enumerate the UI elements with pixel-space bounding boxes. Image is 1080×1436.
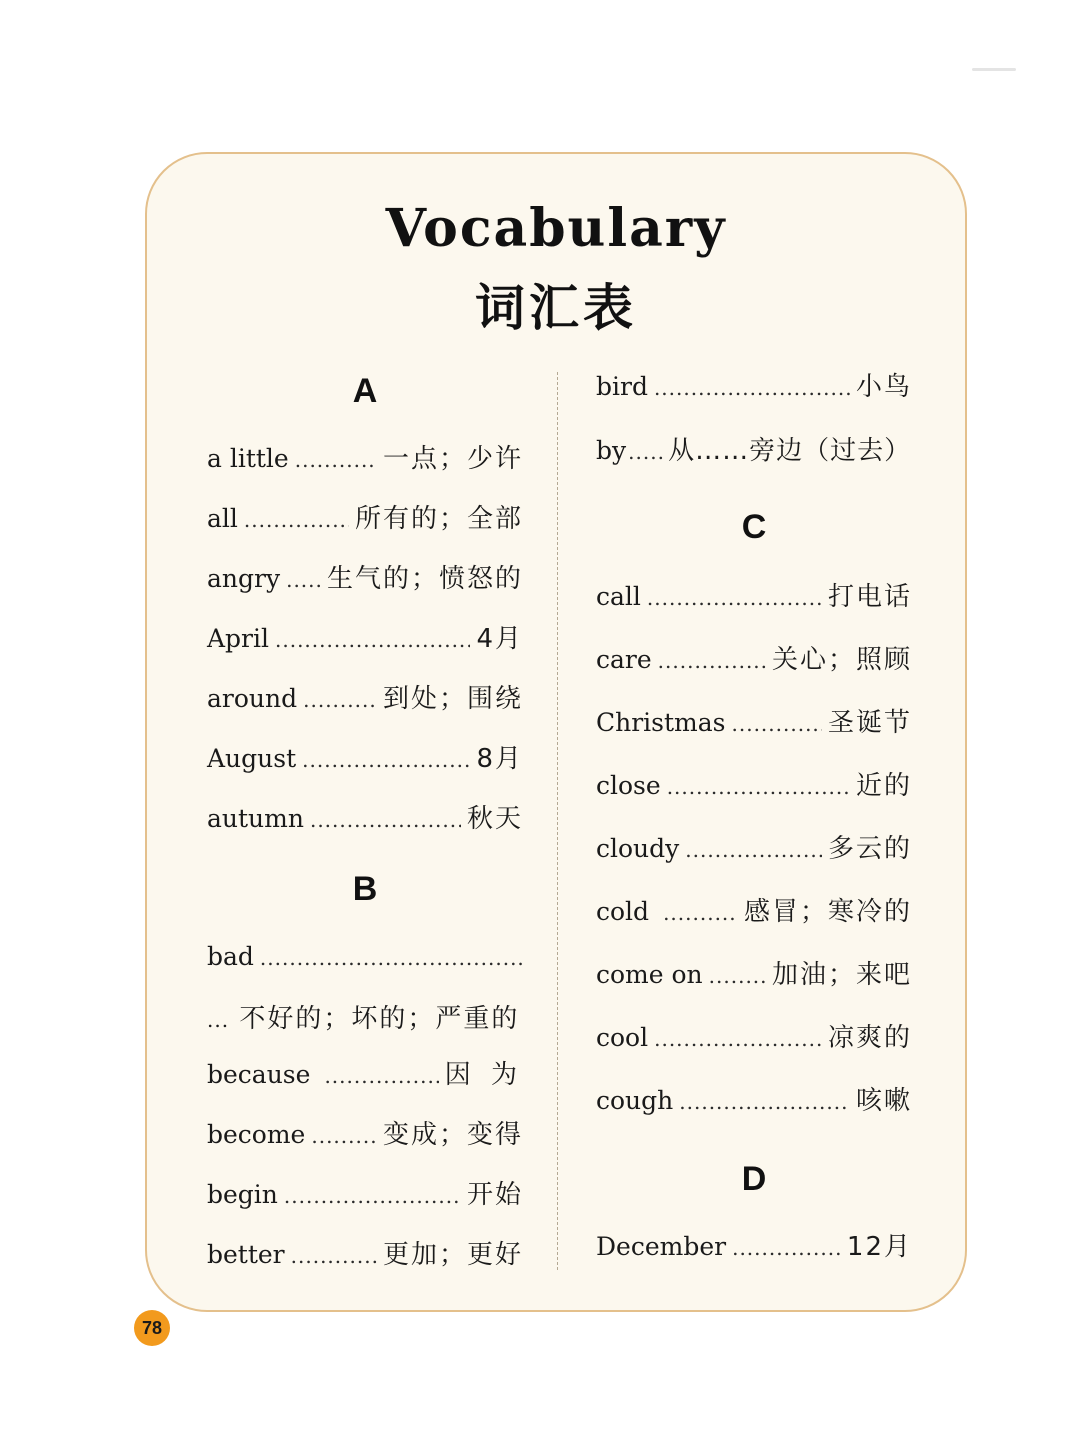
entry-word: call [596, 582, 641, 611]
entry-word: angry [207, 564, 281, 593]
entry-meaning: 打电话 [827, 582, 912, 612]
vocab-entry [596, 1025, 912, 1051]
vocab-entry [207, 1062, 523, 1088]
entry-word: all [207, 504, 238, 533]
vocab-entry [207, 806, 523, 832]
section-letter-c: C [741, 508, 767, 546]
vocabulary-card [145, 152, 967, 1312]
vocab-entry [596, 1234, 912, 1260]
entry-meaning: 圣诞节 [827, 708, 912, 738]
leader-dots [628, 442, 666, 462]
vocab-entry [596, 647, 912, 673]
column-divider [557, 372, 558, 1270]
entry-meaning: 凉爽的 [827, 1023, 912, 1053]
entry-word: April [207, 624, 269, 653]
section-letter-d: D [741, 1160, 767, 1198]
vocab-entry [596, 836, 912, 862]
section-letter-b: B [352, 870, 378, 908]
entry-meaning: 生气的；愤怒的 [326, 564, 523, 594]
entry-meaning: 不好的；坏的；严重的 [239, 1004, 520, 1034]
entry-word: cool [596, 1023, 649, 1052]
leader-dots [284, 1186, 461, 1206]
leader-dots [647, 588, 822, 608]
leader-dots [275, 630, 470, 650]
leader-dots [244, 510, 349, 530]
vocab-entry [207, 746, 523, 772]
entry-meaning: 8月 [476, 744, 523, 774]
entry-meaning: 所有的；全部 [354, 504, 523, 534]
entry-word: cold [596, 897, 650, 926]
page-number-badge: 78 [134, 1310, 170, 1346]
vocab-entry [596, 584, 912, 610]
entry-meaning: 关心；照顾 [771, 645, 912, 675]
entry-word: bad [207, 942, 254, 971]
entry-meaning: 咳嗽 [855, 1086, 912, 1116]
entry-meaning: 变成；变得 [382, 1120, 523, 1150]
vocab-entry [207, 506, 523, 532]
leader-dots [732, 1238, 841, 1258]
leader-dots [311, 1126, 377, 1146]
vocab-entry [596, 962, 912, 988]
entry-word: close [596, 771, 661, 800]
entry-word: December [596, 1232, 727, 1261]
entry-meaning: 加油；来吧 [771, 960, 912, 990]
entry-continuation [207, 998, 523, 1035]
vocab-entry [207, 566, 523, 592]
vocab-entry [596, 773, 912, 799]
entry-meaning: 4月 [476, 624, 523, 654]
entry-meaning: 秋天 [466, 804, 523, 834]
entry-word: a little [207, 444, 289, 473]
entry-word: come on [596, 960, 703, 989]
leader-dots [658, 651, 766, 671]
vocab-entry [207, 1242, 523, 1268]
leader-dots [709, 966, 766, 986]
leader-dots [324, 1066, 438, 1086]
entry-word: around [207, 684, 298, 713]
entry-word: because [207, 1060, 311, 1089]
leader-dots [295, 450, 377, 470]
entry-meaning: 近的 [855, 771, 912, 801]
vocab-entry [207, 1122, 523, 1148]
entry-meaning: 感冒；寒冷的 [743, 897, 912, 927]
entry-word: cloudy [596, 834, 680, 863]
entry-meaning: 开始 [466, 1180, 523, 1210]
leader-dots: ... [207, 1008, 230, 1032]
vocab-entry [207, 626, 523, 652]
leader-dots [260, 948, 523, 968]
leader-dots [303, 690, 377, 710]
section-letter-a: A [352, 372, 378, 410]
vocab-entry [207, 686, 523, 712]
leader-dots [667, 777, 850, 797]
entry-meaning: 到处；围绕 [382, 684, 523, 714]
vocab-entry [596, 438, 912, 464]
leader-dots [654, 378, 850, 398]
vocab-entry [207, 944, 523, 969]
entry-word: become [207, 1120, 306, 1149]
entry-word: autumn [207, 804, 304, 833]
entry-word: better [207, 1240, 285, 1269]
entry-word: cough [596, 1086, 674, 1115]
leader-dots [679, 1092, 850, 1112]
entry-word: care [596, 645, 652, 674]
entry-word: August [207, 744, 297, 773]
leader-dots [310, 810, 461, 830]
leader-dots [286, 570, 321, 590]
entry-meaning: 多云的 [827, 834, 912, 864]
entry-word: begin [207, 1180, 278, 1209]
entry-meaning: 从……旁边（过去） [668, 436, 912, 466]
leader-dots [732, 714, 822, 734]
page-edge-mark [972, 68, 1016, 71]
leader-dots [663, 903, 738, 923]
entry-meaning: 12月 [846, 1232, 912, 1262]
entry-meaning: 因 为 [444, 1060, 523, 1090]
vocab-entry [596, 710, 912, 736]
vocab-entry [207, 446, 523, 472]
entry-word: Christmas [596, 708, 726, 737]
vocab-entry [596, 1088, 912, 1114]
leader-dots [302, 750, 470, 770]
vocab-entry [207, 1182, 523, 1208]
vocab-entry [596, 899, 912, 925]
leader-dots [654, 1029, 822, 1049]
leader-dots [685, 840, 822, 860]
leader-dots [291, 1246, 377, 1266]
entry-meaning: 一点；少许 [382, 444, 523, 474]
title-english: Vocabulary [385, 198, 727, 259]
entry-meaning: 小鸟 [855, 372, 912, 402]
title-chinese: 词汇表 [475, 279, 637, 337]
vocab-entry [596, 374, 912, 400]
entry-word: bird [596, 372, 648, 401]
entry-meaning: 更加；更好 [382, 1240, 523, 1270]
entry-word: by [596, 436, 627, 465]
